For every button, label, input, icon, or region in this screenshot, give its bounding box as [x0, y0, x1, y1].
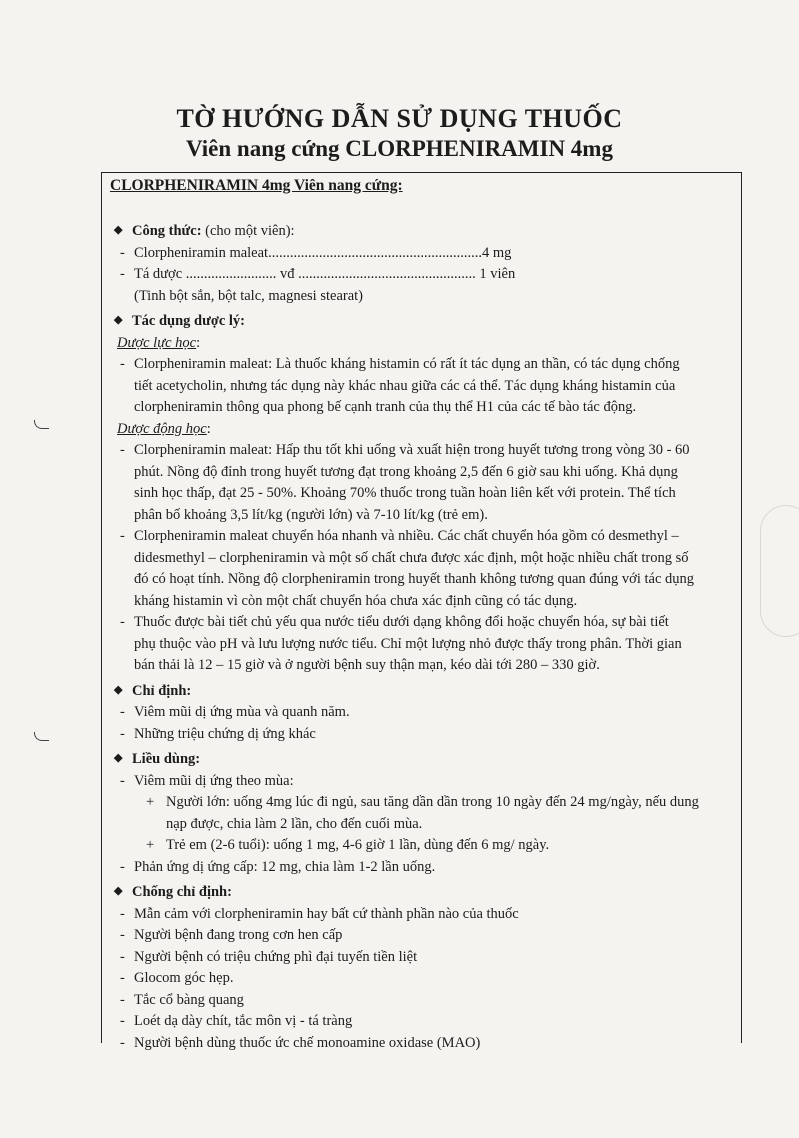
list-item: - Tắc cổ bàng quang — [120, 991, 244, 1008]
pharmacokinetics-paragraph: - Clorpheniramin maleat chuyển hóa nhanh và nhiều. Các chất chuyển hóa gồm có desmethyl – didesmethyl – clorpheniramin và một số chất chưa được xác định, một hoặc nhiều chất trong số đó có hoạt tính. Nồng độ clorpheniramin trong huyết thanh không tương quan đúng với tác dụng kháng histamin vì còn một chất chuyển hóa chưa xác định cũng có tác dụng. — [114, 526, 742, 612]
list-item: - Những triệu chứng dị ứng khác — [120, 725, 316, 742]
ingredient-amount: 1 viên — [479, 266, 516, 282]
subheading-duoc-luc-hoc: Dược lực học — [117, 334, 197, 351]
formula-row: - Clorpheniramin maleat...........................................................4 mg — [120, 244, 512, 261]
text-line: phụ thuộc vào pH và lưu lượng nước tiểu. Chỉ một lượng nhỏ được thấy trong phân. Thời gian — [134, 635, 682, 652]
margin-mark — [34, 420, 49, 429]
text-line: clorpheniramin thông qua phong bế cạnh tranh của thụ thể H1 của các tế bào tác động. — [134, 399, 637, 415]
text-line: Clorpheniramin maleat: Là thuốc kháng histamin có rất ít tác dụng an thần, có tác dụng chống — [134, 356, 680, 372]
list-item: - Mẫn cảm với clorpheniramin hay bất cứ thành phần nào của thuốc — [120, 905, 519, 922]
dosage-child: + Trẻ em (2-6 tuổi): uống 1 mg, 4-6 giờ 1 lần, dùng đến 6 mg/ ngày. — [146, 837, 550, 853]
text-line: bán thải là 12 – 15 giờ và ở người bệnh suy thận mạn, kéo dài tới 280 – 330 giờ. — [134, 657, 600, 673]
pharmacokinetics-paragraph: - Clorpheniramin maleat: Hấp thu tốt khi uống và xuất hiện trong huyết tương trong vòng 30 - 60 phút. Nồng độ đỉnh trong huyết tương đạt trong khoảng 2,5 đến 6 giờ sau khi uống. Khả dụng sinh học thấp, đạt 25 - 50%. Khoảng 70% thuốc trong tuần hoàn liên kết với protein. Thể tích phân bố khoảng 3,5 lít/kg (người lớn) và 7-10 lít/kg (trẻ em). — [114, 440, 742, 526]
page-title: TỜ HƯỚNG DẪN SỬ DỤNG THUỐC — [176, 104, 623, 133]
section-heading: Chống chỉ định: — [132, 884, 232, 900]
section-heading: Chỉ định: — [132, 682, 192, 699]
diamond-bullet-icon: ◆ — [114, 314, 123, 326]
pharmacodynamics-paragraph: - Clorpheniramin maleat: Là thuốc kháng histamin có rất ít tác dụng an thần, có tác dụng chống tiết acetycholin, nhưng tác dụng này khác nhau giữa các cá thể. Tác dụng kháng histamin của clorpheniramin thông qua phong bế cạnh tranh của thụ thể H1 của các tế bào tác động. — [114, 354, 742, 419]
section-heading: Công thức: — [132, 223, 202, 239]
pharmacokinetics-paragraph: - Thuốc được bài tiết chủ yếu qua nước tiểu dưới dạng không đổi hoặc chuyển hóa, sự bài tiết phụ thuộc vào pH và lưu lượng nước tiểu. Chỉ một lượng nhỏ được thấy trong phân. Thời gian bán thải là 12 – 15 giờ và ở người bệnh suy thận mạn, kéo dài tới 280 – 330 giờ. — [114, 612, 742, 677]
text-line: didesmethyl – clorpheniramin và một số chất chưa được xác định, một hoặc nhiều chất trong số — [134, 549, 689, 566]
leader-dots: ........................................................... — [268, 244, 482, 261]
list-item: - Người bệnh dùng thuốc ức chế monoamine oxidase (MAO) — [120, 1034, 481, 1051]
formula-row: - Tá dược ......................... vđ ................................................. 1 viên — [120, 266, 516, 282]
section-heading: Tác dụng dược lý: — [132, 313, 246, 329]
subheading-duoc-dong-hoc: Dược động học — [117, 420, 207, 437]
diamond-bullet-icon: ◆ — [114, 885, 123, 897]
dosage-adult: + Người lớn: uống 4mg lúc đi ngủ, sau tăng dần dần trong 10 ngày đến 24 mg/ngày, nếu dung nạp được, chia làm 2 lần, cho đến cuối mùa. — [114, 792, 742, 835]
ingredient-name: Tá dược — [134, 266, 183, 282]
margin-mark — [34, 732, 49, 741]
text-line: Người lớn: uống 4mg lúc đi ngủ, sau tăng dần dần trong 10 ngày đến 24 mg/ngày, nếu dung — [166, 794, 699, 810]
section-note: (cho một viên): — [205, 223, 295, 239]
list-item: - Phản ứng dị ứng cấp: 12 mg, chia làm 1-2 lần uống. — [120, 858, 436, 875]
leader-dots: ......................... — [185, 266, 277, 282]
excipients-note: (Tinh bột sắn, bột talc, magnesi stearat) — [134, 287, 364, 304]
ingredient-unit: vđ — [280, 266, 295, 282]
text-line: phút. Nồng độ đỉnh trong huyết tương đạt trong khoảng 2,5 đến 6 giờ sau khi uống. Khả dụng — [134, 463, 678, 480]
text-line: sinh học thấp, đạt 25 - 50%. Khoảng 70% thuốc trong tuần hoàn liên kết với protein. Thể tích — [134, 485, 676, 501]
ingredient-amount: 4 mg — [481, 244, 512, 261]
leaflet-frame — [101, 172, 742, 1051]
stamp-mark — [760, 505, 799, 637]
page-subtitle: Viên nang cứng CLORPHENIRAMIN 4mg — [186, 136, 613, 161]
text-line: tiết acetycholin, nhưng tác dụng này khác nhau giữa các cá thể. Tác dụng kháng histamin của — [134, 377, 676, 394]
section-chong-chi-dinh — [114, 881, 742, 904]
text-line: kháng histamin vì còn một chất chuyển hóa chưa xác định cũng có tác dụng. — [134, 592, 578, 609]
list-item: - Viêm mũi dị ứng mùa và quanh năm. — [120, 704, 350, 720]
diamond-bullet-icon: ◆ — [114, 224, 123, 236]
text-line: Clorpheniramin maleat: Hấp thu tốt khi uống và xuất hiện trong huyết tương trong vòng 30 - 60 — [134, 442, 690, 458]
diamond-bullet-icon: ◆ — [114, 752, 123, 764]
section-chi-dinh — [114, 680, 742, 703]
text-line: đó có hoạt tính. Nồng độ clorpheniramin trong huyết thanh không tương quan đúng với tác dụng — [134, 571, 695, 587]
text-line: nạp được, chia làm 2 lần, cho đến cuối mùa. — [166, 815, 423, 832]
section-tac-dung — [114, 310, 742, 333]
list-item: - Viêm mũi dị ứng theo mùa: — [120, 772, 294, 789]
section-lieu-dung — [114, 748, 742, 771]
diamond-bullet-icon: ◆ — [114, 683, 123, 696]
leader-dots: ................................................. — [298, 266, 476, 282]
list-item: - Glocom góc hẹp. — [120, 970, 234, 986]
ingredient-name: Clorpheniramin maleat — [134, 244, 269, 261]
leaflet-content: ◆ Công thức: (cho một viên): - Clorpheniramin maleat...........................................................4 mg - Tá dược ......................... vđ ................................................. 1 viên (Tinh bột sắn, bột talc, magnesi stearat) ◆ Tác dụng dược lý: Dược lực học: - Clorpheniramin maleat: Là thuốc kháng histamin có rất ít tác dụng an thần, có tác dụng chống tiết acetycholin, nhưng tác dụng này khác nhau giữa các cá thể. Tác dụng kháng histamin của clorpheniramin thông qua phong bế cạnh tranh của thụ thể H1 của các tế bào tác động. Dược động học: - Clorpheniramin maleat: Hấp thu tốt khi uống và xuất hiện trong huyết tương trong vòng 30 - 60 phút. Nồng độ đỉnh trong huyết tương đạt trong khoảng 2,5 đến 6 giờ sau khi uống. Khả dụng sinh học thấp, đạt 25 - 50%. Khoảng 70% thuốc trong tuần hoàn liên kết với protein. Thể tích phân bố khoảng 3,5 lít/kg (người lớn) và 7-10 lít/kg (trẻ em). - Clorpheniramin maleat chuyển hóa nhanh và nhiều. Các chất chuyển hóa gồm có desmethyl – didesmethyl – clorpheniramin và một số chất chưa được xác định, một hoặc nhiều chất trong số đó có hoạt tính. Nồng độ clorpheniramin trong huyết thanh không tương quan đúng với tác dụng kháng histamin vì còn một chất chuyển hóa chưa xác định cũng có tác dụng. - Thuốc được bài tiết chủ yếu qua nước tiểu dưới dạng không đổi hoặc chuyển hóa, sự bài tiết phụ thuộc vào pH và lưu lượng nước tiểu. Chỉ một lượng nhỏ được thấy trong phân. Thời gian bán thải là 12 – 15 giờ và ở người bệnh suy thận mạn, kéo dài tới 280 – 330 giờ. ◆ Chỉ định: - Viêm mũi dị ứng mùa và quanh năm. - Những triệu chứng dị ứng khác ◆ Liều dùng: - Viêm mũi dị ứng theo mùa: + Người lớn: uống 4mg lúc đi ngủ, sau tăng dần dần trong 10 ngày đến 24 mg/ngày, nếu dung nạp được, chia làm 2 lần, cho đến cuối mùa. + Trẻ em (2-6 tuổi): uống 1 mg, 4-6 giờ 1 lần, dùng đến 6 mg/ ngày. - Phản ứng dị ứng cấp: 12 mg, chia làm 1-2 lần uống. ◆ Chống chỉ định: - Mẫn cảm với clorpheniramin hay bất cứ thành phần nào của thuốc - Người bệnh đang trong cơn hen cấp - Người bệnh có triệu chứng phì đại tuyến tiền liệt - Glocom góc hẹp. - Tắc cổ bàng quang - Loét dạ dày chít, tắc môn vị - tá tràng - Người bệnh dùng thuốc ức chế monoamine oxidase (MAO) — [114, 217, 742, 1054]
section-cong-thuc — [114, 220, 742, 243]
text-line: Clorpheniramin maleat chuyển hóa nhanh và nhiều. Các chất chuyển hóa gồm có desmethyl – — [134, 528, 679, 544]
product-header: CLORPHENIRAMIN 4mg Viên nang cứng: — [110, 177, 403, 194]
list-item: - Người bệnh có triệu chứng phì đại tuyến tiền liệt — [120, 948, 418, 965]
list-item: - Người bệnh đang trong cơn hen cấp — [120, 927, 343, 943]
text-line: Thuốc được bài tiết chủ yếu qua nước tiểu dưới dạng không đổi hoặc chuyển hóa, sự bài tiết — [134, 614, 669, 630]
text-line: phân bố khoảng 3,5 lít/kg (người lớn) và 7-10 lít/kg (trẻ em). — [134, 506, 488, 523]
list-item: - Loét dạ dày chít, tắc môn vị - tá tràng — [120, 1013, 353, 1029]
section-heading: Liều dùng: — [132, 751, 201, 767]
